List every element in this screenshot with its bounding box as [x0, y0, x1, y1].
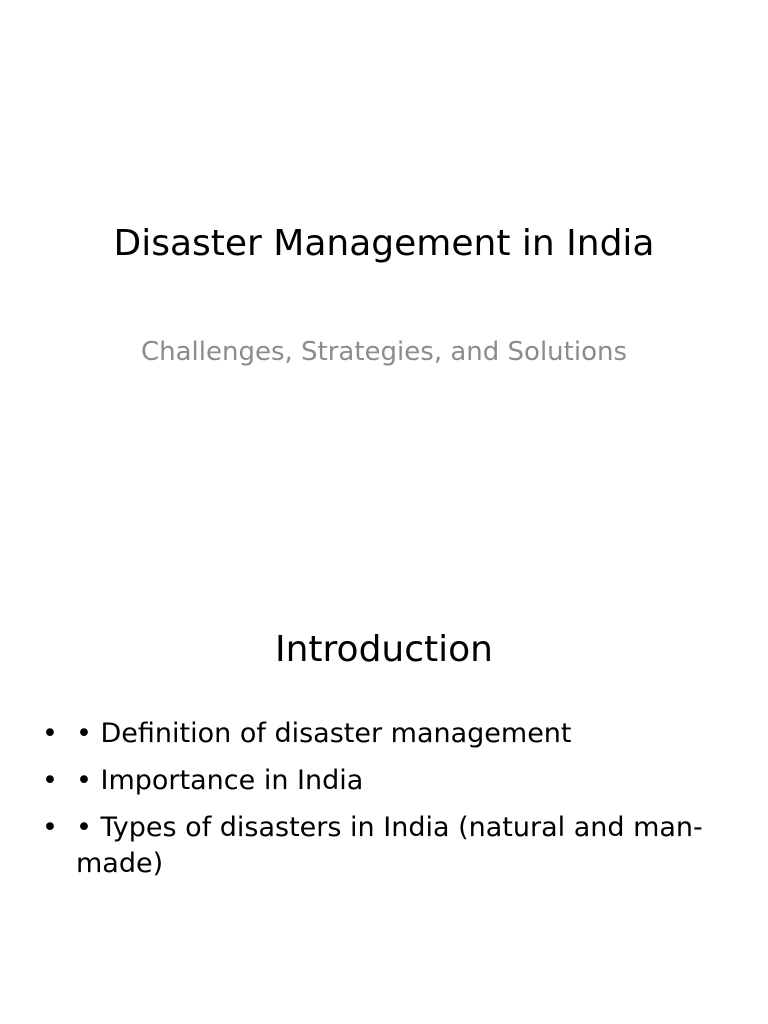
bullet-marker: • — [42, 718, 58, 749]
bullet-text: • Types of disasters in India (natural and man-made) — [76, 812, 703, 879]
introduction-slide — [0, 512, 768, 1024]
bullet-item — [38, 810, 718, 882]
bullet-marker: • — [42, 812, 58, 843]
bullet-item — [38, 716, 718, 752]
slide-subtitle: Challenges, Strategies, and Solutions — [140, 337, 627, 367]
slide-title: Disaster Management in India — [113, 223, 655, 264]
slide-title: Introduction — [274, 629, 493, 670]
bullet-marker: • — [42, 765, 58, 796]
bullet-item — [38, 763, 718, 799]
bullet-text: • Importance in India — [76, 765, 364, 796]
bullet-text: • Definition of disaster management — [76, 718, 572, 749]
bullet-list — [38, 716, 718, 893]
